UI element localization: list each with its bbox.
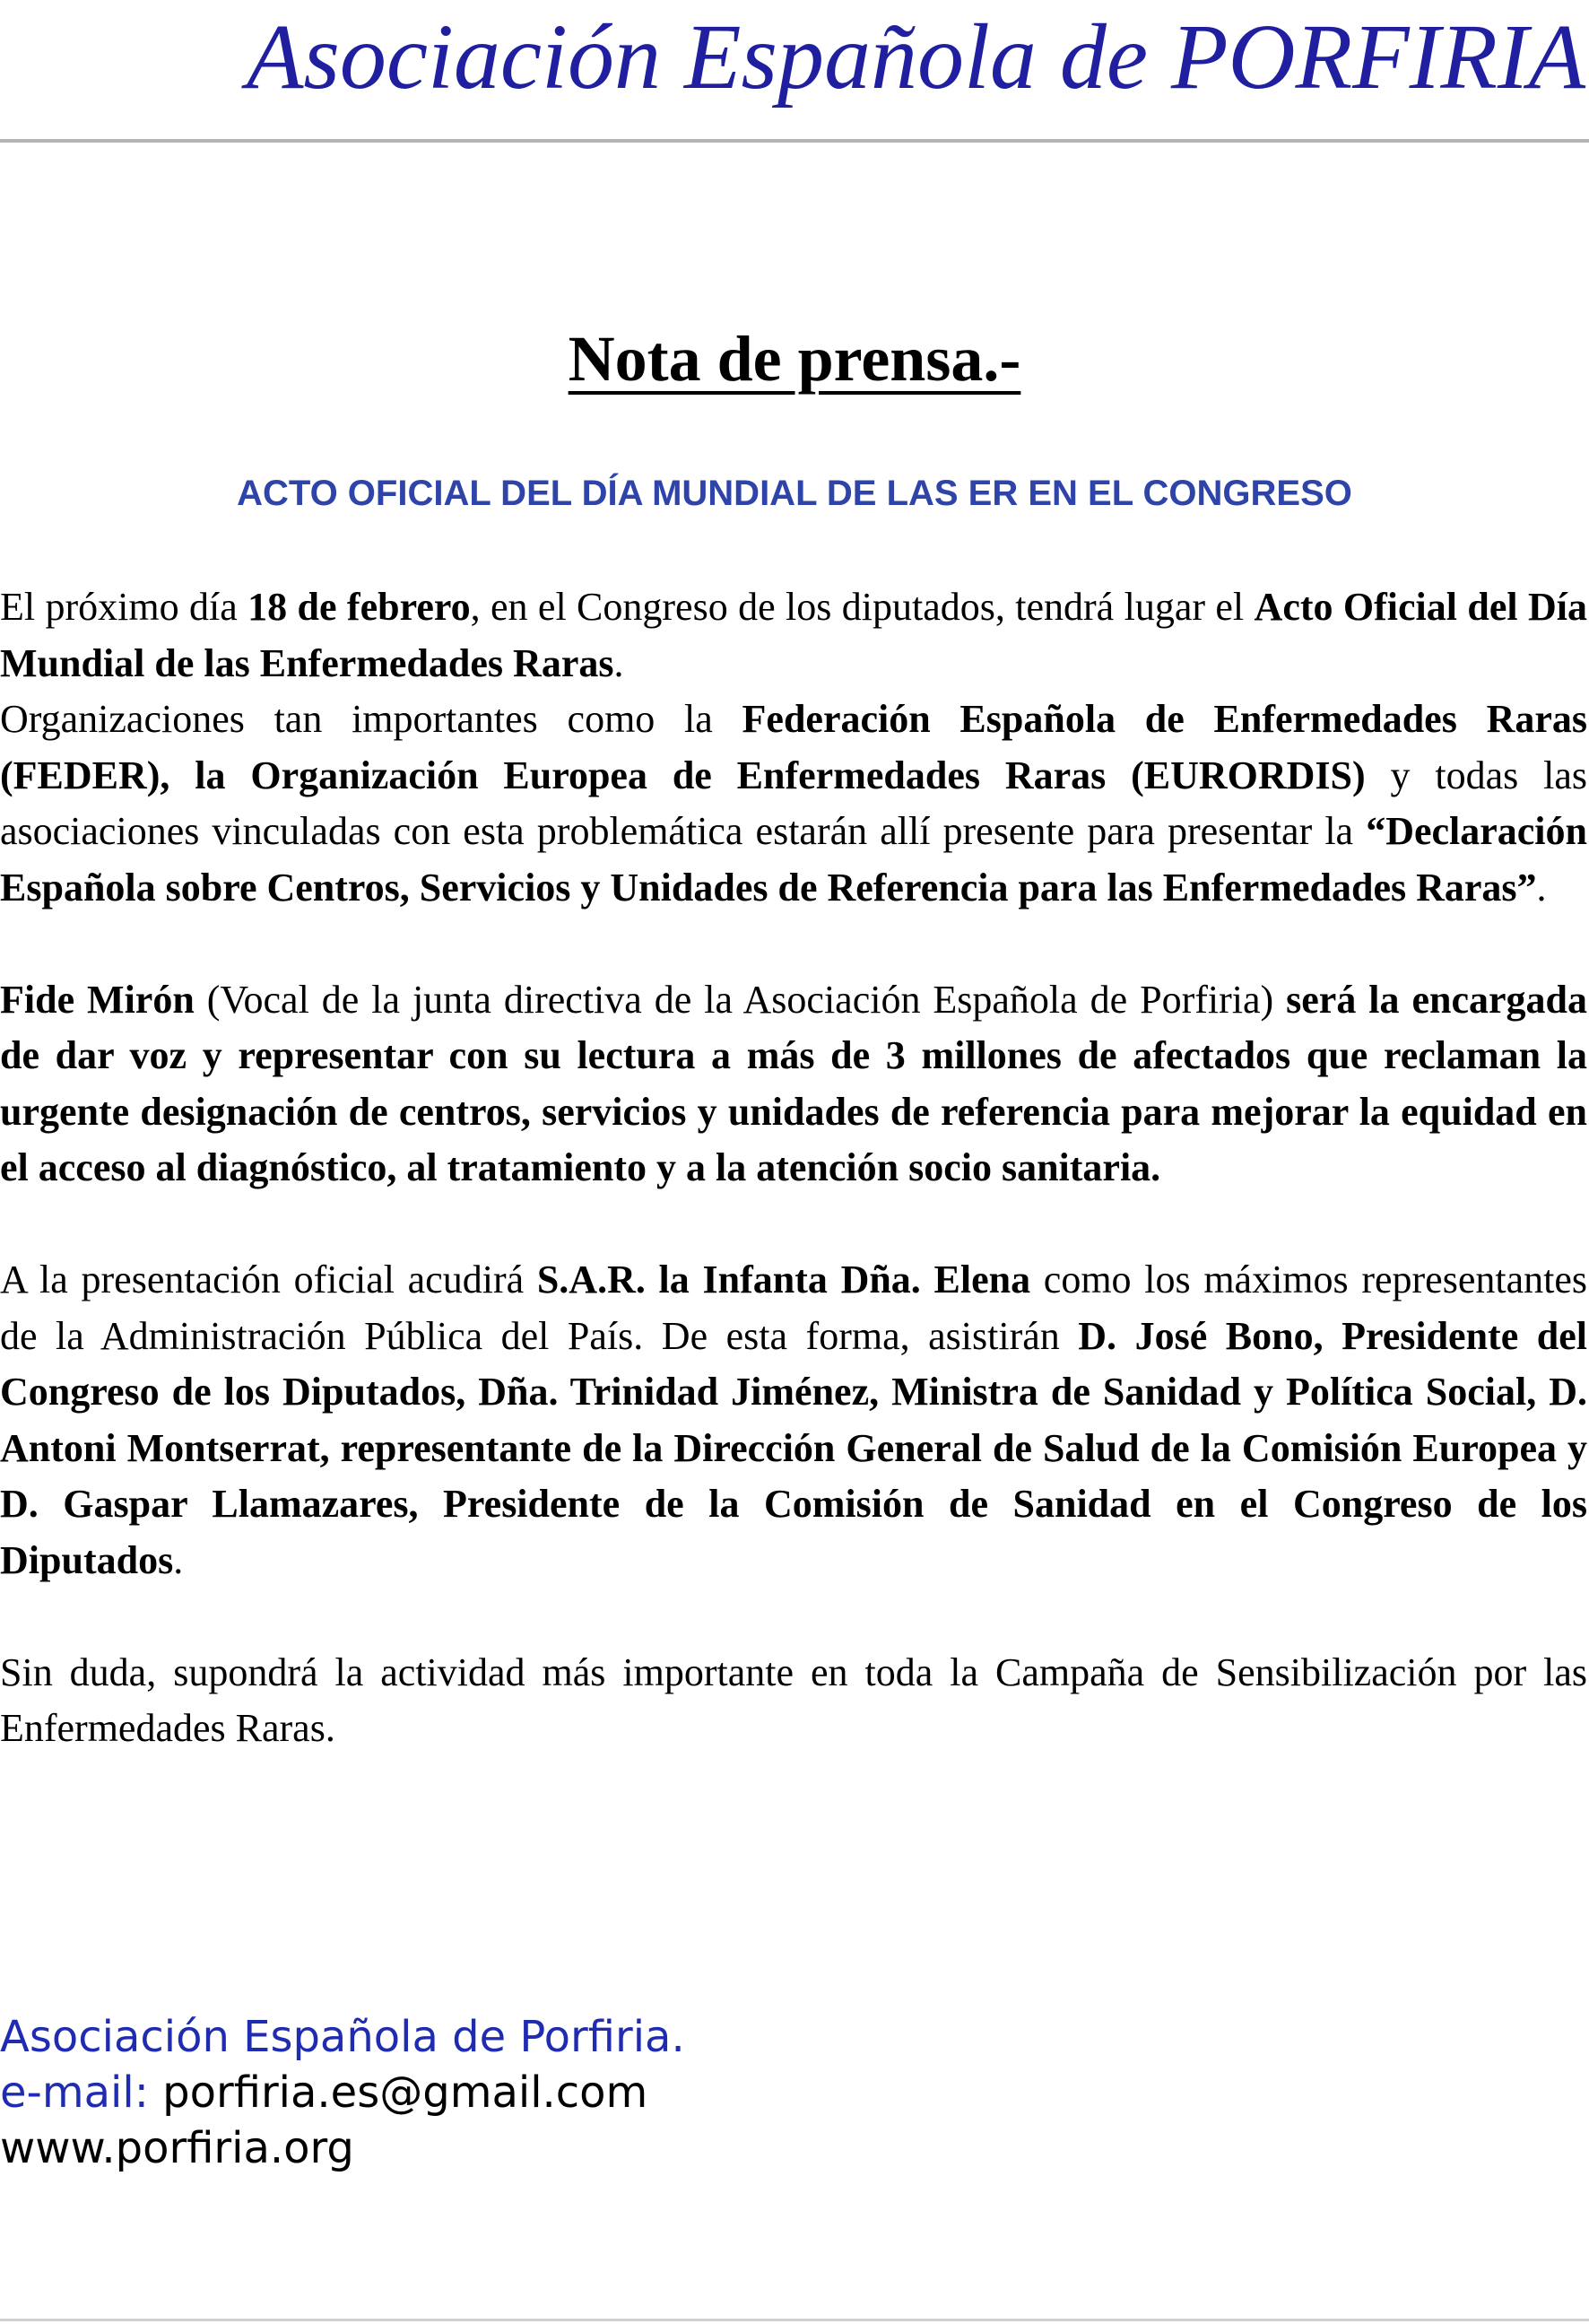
footer-organization: Asociación Española de Porfiria. [0, 2012, 685, 2062]
email-label: e-mail: [0, 2067, 149, 2118]
bold-speaker-role: será la encargada de dar voz y representar con su lectura a más de 3 millones de afectados que reclaman la urgente designación de centros, servicios y unidades de referencia para mejorar la equidad en el acceso al diagnóstico, al tratamiento y a la atención socio sanitaria. [0, 977, 1587, 1189]
press-release-title: Nota de prensa.- [568, 323, 1021, 395]
text-span: . [1536, 865, 1547, 910]
text-span: (Vocal de la junta directiva de la Asociación Española de Porfiria) [194, 977, 1287, 1022]
text-span: , en el Congreso de los diputados, tendrá lugar el [470, 585, 1255, 629]
header-title: Asociación Española de PORFIRIA [246, 5, 1585, 109]
paragraph-conclusion: Sin duda, supondrá la actividad más importante en toda la Campaña de Sensibilización por las Enfermedades Raras. [0, 1649, 1587, 1750]
text-span: Organizaciones tan importantes como la [0, 697, 742, 741]
press-release-body [0, 579, 1587, 1757]
paragraph-gap [0, 916, 1587, 972]
bold-infanta: S.A.R. la Infanta Dña. Elena [536, 1258, 1031, 1301]
bold-attendees: D. José Bono, Presidente del Congreso de los Diputados, Dña. Trinidad Jiménez, Ministra de Sanidad y Política Social, D. Antoni Montserrat, representante de la Dirección General de Salud de la Comisión Europea y D. Gaspar Llamazares, Presidente de la Comisión de Sanidad en el Congreso de los Diputados [0, 1313, 1587, 1582]
press-release-subtitle: ACTO OFICIAL DEL DÍA MUNDIAL DE LAS ER EN EL CONGRESO [237, 474, 1352, 513]
paragraph-speaker [0, 972, 1587, 1197]
paragraph-gap [0, 1589, 1587, 1645]
paragraph-event-date [0, 579, 1587, 692]
text-span: . [173, 1537, 184, 1582]
header-divider [0, 139, 1589, 143]
bold-declaration: “Declaración Española sobre Centros, Servicios y Unidades de Referencia para las Enfermedades Raras” [0, 809, 1587, 910]
footer-website[interactable]: www.porfiria.org [0, 2123, 354, 2173]
email-address[interactable]: porfiria.es@gmail.com [148, 2067, 648, 2118]
text-span: El próximo día [0, 585, 248, 629]
paragraph-gap [0, 1197, 1587, 1253]
bold-organizations: Federación Española de Enfermedades Raras (FEDER), la Organización Europea de Enfermedades Raras (EURORDIS) [0, 697, 1587, 797]
footer-contact [0, 2009, 685, 2176]
paragraph-attendees [0, 1252, 1587, 1589]
footer-divider [0, 2319, 1589, 2321]
bold-event-name: Acto Oficial del Día Mundial de las Enfermedades Raras [0, 585, 1587, 685]
text-span: A la presentación oficial acudirá [0, 1258, 537, 1301]
bold-speaker-name: Fide Mirón [0, 977, 195, 1022]
footer-email-line [0, 2065, 685, 2120]
text-span: como los máximos representantes de la Administración Pública del País. De esta forma, asistirán [0, 1258, 1587, 1358]
paragraph-organizations [0, 692, 1587, 916]
text-span: . [613, 640, 624, 685]
bold-date: 18 de febrero [247, 585, 471, 629]
text-span: y todas las asociaciones vinculadas con esta problemática estarán allí presente para presentar la [0, 753, 1587, 853]
